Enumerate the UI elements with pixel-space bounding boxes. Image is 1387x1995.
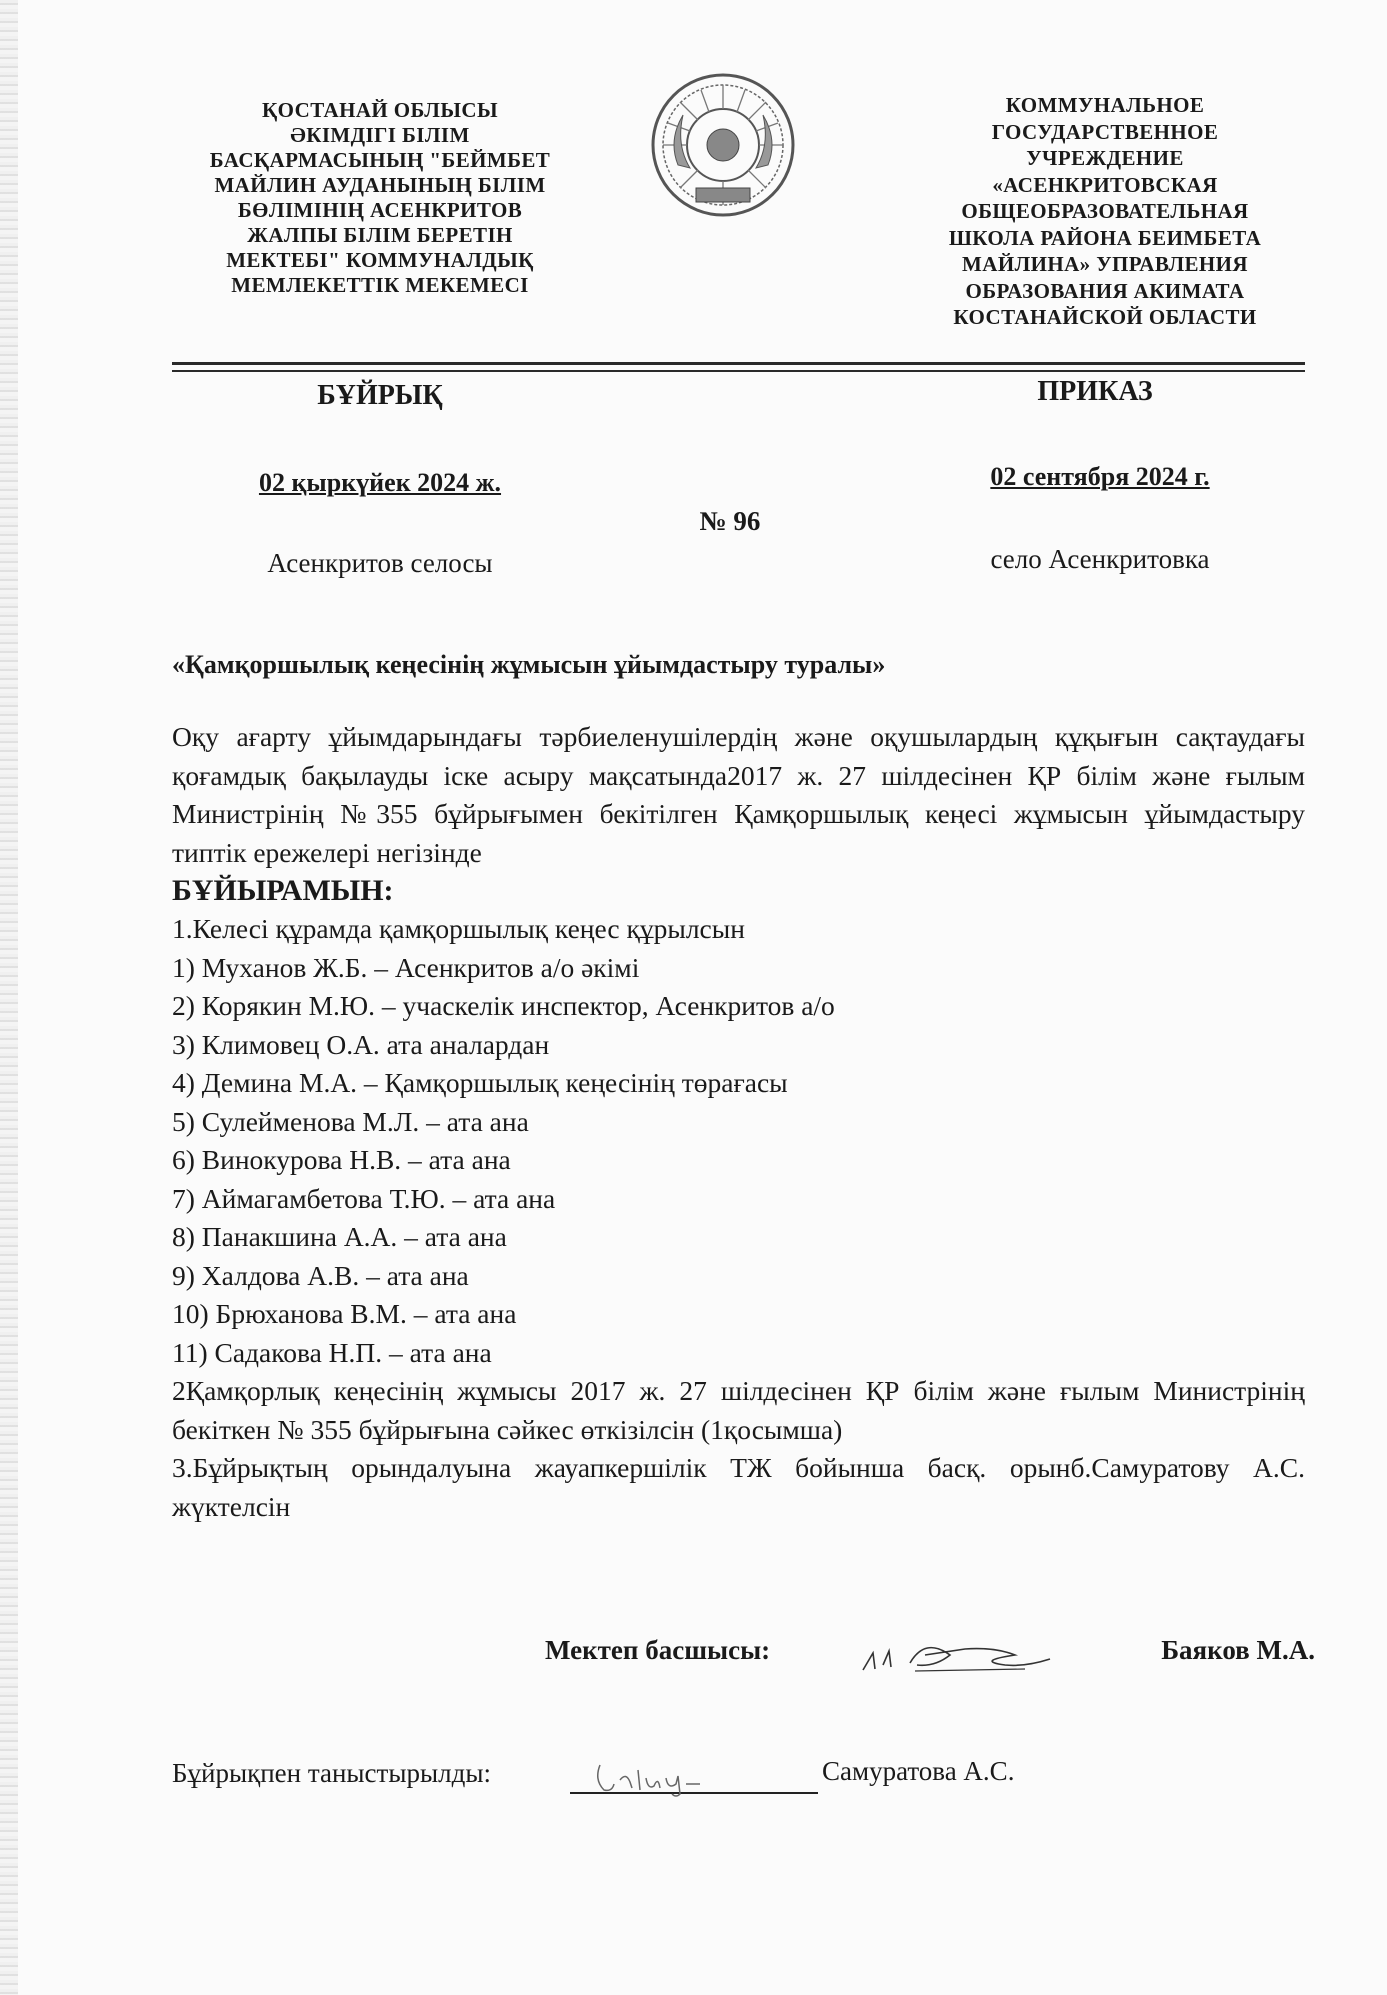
order-body [172, 718, 1305, 1526]
header-left-line: БАСҚАРМАСЫНЫҢ "БЕЙМБЕТ [209, 148, 551, 172]
director-signature-row [545, 1625, 1315, 1685]
order-subject: «Қамқоршылық кеңесінің жұмысын ұйымдастыру туралы» [172, 650, 886, 679]
member-item: 3) Климовец О.А. ата аналардан [172, 1028, 550, 1060]
header-right-line: УЧРЕЖДЕНИЕ [1026, 146, 1184, 170]
header-left-line: БӨЛІМІНІҢ АСЕНКРИТОВ [237, 198, 523, 222]
member-item: 5) Сулейменова М.Л. – ата ана [172, 1105, 529, 1137]
scan-edge-artifact [0, 0, 18, 1995]
member-item: 10) Брюханова В.М. – ата ана [172, 1298, 517, 1329]
item-1: 1.Келесі құрамда қамқоршылық кеңес құрылсын [172, 913, 745, 944]
order-date-kz: 02 қыркүйек 2024 ж. [258, 468, 502, 497]
acknowledgement-label: Бұйрықпен таныстырылды: [172, 1758, 491, 1788]
member-item: 9) Халдова А.В. – ата ана [172, 1259, 469, 1291]
intro-paragraph: Оқу ағарту ұйымдарындағы тәрбиеленушілердің және оқушылардың құқығын сақтаудағы қоғамдық бақылауды іске асыру мақсатында2017 ж. 27 шілдесінен ҚР білім және ғылым Министрінің №355 бұйрығымен бекітілген Қамқоршылық кеңесі жұмысын ұйымдастыру типтік ережелері негізінде [172, 721, 1305, 868]
header-left-line: МЕКТЕБІ" КОММУНАЛДЫҚ [226, 248, 534, 272]
item-3: 3.Бұйрықтың орындалуына жауапкершілік ТЖ бойынша басқ. орынб.Самуратову А.С. жүктелсін [172, 1452, 1305, 1522]
header-right-line: КОСТАНАЙСКОЙ ОБЛАСТИ [953, 305, 1257, 329]
member-item: 8) Панакшина А.А. – ата ана [172, 1221, 507, 1252]
header-left-line: ӘКІМДІГІ БІЛІМ [290, 123, 470, 147]
header-left-line: МЕМЛЕКЕТТІК МЕКЕМЕСІ [231, 273, 529, 297]
header-left-line: ҚОСТАНАЙ ОБЛЫСЫ [262, 98, 498, 122]
order-title-kz: БҰЙРЫҚ [317, 380, 443, 411]
order-title-ru: ПРИКАЗ [1037, 376, 1153, 407]
header-right-line: ГОСУДАРСТВЕННОЕ [991, 119, 1219, 144]
decree-heading: БҰЙЫРАМЫН: [172, 874, 394, 907]
handwritten-initials-icon [590, 1750, 790, 1800]
item-2: 2Қамқорлық кеңесінің жұмысы 2017 ж. 27 шілдесінен ҚР білім және ғылым Министрінің бекіткен № 355 бұйрығына сәйкес өткізілсін (1қосымша) [172, 1375, 1305, 1445]
order-place-kz: Асенкритов селосы [267, 548, 493, 578]
signature-role: Мектеп басшысы: [545, 1635, 771, 1665]
header-left-line: ЖАЛПЫ БІЛІМ БЕРЕТІН [247, 223, 513, 247]
header-left-kazakh [195, 98, 565, 298]
header-right-line: ОБЩЕОБРАЗОВАТЕЛЬНАЯ [961, 199, 1249, 223]
member-item: 4) Демина М.А. – Қамқоршылық кеңесінің төрағасы [172, 1067, 788, 1098]
header-left-line: МАЙЛИН АУДАНЫНЫҢ БІЛІМ [214, 173, 546, 197]
header-divider-thick [172, 362, 1305, 365]
order-number: № 96 [699, 506, 761, 536]
member-item: 2) Корякин М.Ю. – учаскелік инспектор, Асенкритов а/о [172, 990, 835, 1021]
header-right-line: МАЙЛИНА» УПРАВЛЕНИЯ [962, 252, 1248, 276]
header-right-line: ШКОЛА РАЙОНА БЕИМБЕТА [948, 225, 1262, 250]
header-right-line: КОММУНАЛЬНОЕ [1005, 93, 1205, 117]
member-item: 7) Аймагамбетова Т.Ю. – ата ана [172, 1182, 556, 1214]
signature-name: Баяков М.А. [1161, 1635, 1315, 1665]
member-item: 11) Садакова Н.П. – ата ана [172, 1336, 492, 1368]
header-divider-thin [172, 370, 1305, 372]
order-place-ru: село Асенкритовка [990, 544, 1210, 574]
order-date-ru: 02 сентября 2024 г. [990, 462, 1210, 491]
header-right-russian [905, 92, 1305, 331]
state-emblem-icon [648, 70, 798, 220]
header-right-line: ОБРАЗОВАНИЯ АКИМАТА [965, 278, 1245, 303]
member-item: 6) Винокурова Н.В. – ата ана [172, 1144, 511, 1175]
header-right-line: «АСЕНКРИТОВСКАЯ [992, 172, 1218, 197]
acknowledgement-name: Самуратова А.С. [822, 1756, 1015, 1786]
acknowledgement-row [172, 1750, 1172, 1810]
handwritten-signature-icon [855, 1625, 1055, 1685]
member-item: 1) Муханов Ж.Б. – Асенкритов а/о әкімі [172, 951, 640, 983]
